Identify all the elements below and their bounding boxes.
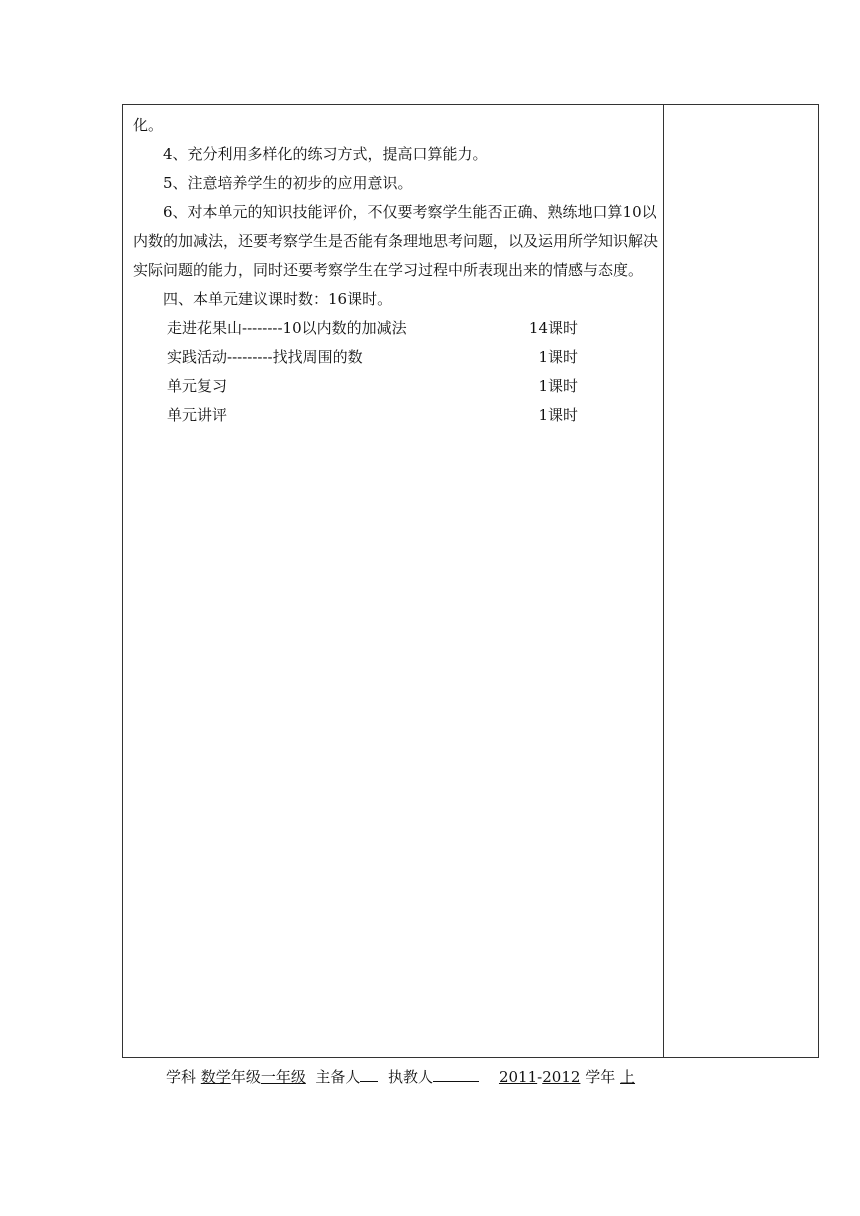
- year-separator: -: [537, 1068, 543, 1086]
- schedule-row: [167, 314, 661, 343]
- schedule-hours: 1课时: [538, 406, 578, 424]
- year-start: 2011: [498, 1068, 538, 1086]
- year-end: 2012: [542, 1068, 581, 1086]
- grade-value: 一年级: [260, 1068, 306, 1086]
- lesson-plan-table: [122, 104, 819, 1058]
- schedule-label: 单元复习: [167, 377, 228, 395]
- schedule-label: 单元讲评: [167, 406, 228, 424]
- item-5: 5、注意培养学生的初步的应用意识。: [163, 174, 413, 192]
- schedule-label: 走进花果山--------10以内数的加减法: [167, 319, 407, 337]
- schedule-hours: 14课时: [528, 319, 578, 337]
- schedule-row: [167, 343, 661, 372]
- schedule-label: 实践活动---------找找周围的数: [167, 348, 363, 366]
- subject-value: 数学: [200, 1068, 231, 1086]
- grade-label: 年级: [230, 1068, 261, 1086]
- schedule-hours: 1课时: [538, 377, 578, 395]
- subject-label: 学科: [166, 1068, 197, 1086]
- preparer-label: 主备人: [315, 1068, 361, 1086]
- teacher-label: 执教人: [387, 1068, 433, 1086]
- main-cell: [133, 111, 661, 430]
- preparer-blank: [360, 1066, 378, 1082]
- section-4-heading: 四、本单元建议课时数：16课时。: [163, 290, 393, 308]
- item-4: 4、充分利用多样化的练习方式，提高口算能力。: [163, 145, 488, 163]
- schedule-hours: 1课时: [538, 348, 578, 366]
- document-footer: [166, 1066, 635, 1087]
- schedule-list: [167, 314, 661, 430]
- schedule-row: [167, 401, 661, 430]
- column-divider: [663, 105, 664, 1057]
- item-6: 6、对本单元的知识技能评价，不仅要考察学生能否正确、熟练地口算10以内数的加减法，还要考察学生是否能有条理地思考问题，以及运用所学知识解决实际问题的能力，同时还要考察学生在学习过程中所表现出来的情感与态度。: [133, 203, 659, 279]
- teacher-blank: [433, 1066, 479, 1082]
- term-value: 上: [620, 1068, 636, 1086]
- schedule-row: [167, 372, 661, 401]
- continuation-line: 化。: [133, 116, 164, 134]
- year-label: 学年: [585, 1068, 616, 1086]
